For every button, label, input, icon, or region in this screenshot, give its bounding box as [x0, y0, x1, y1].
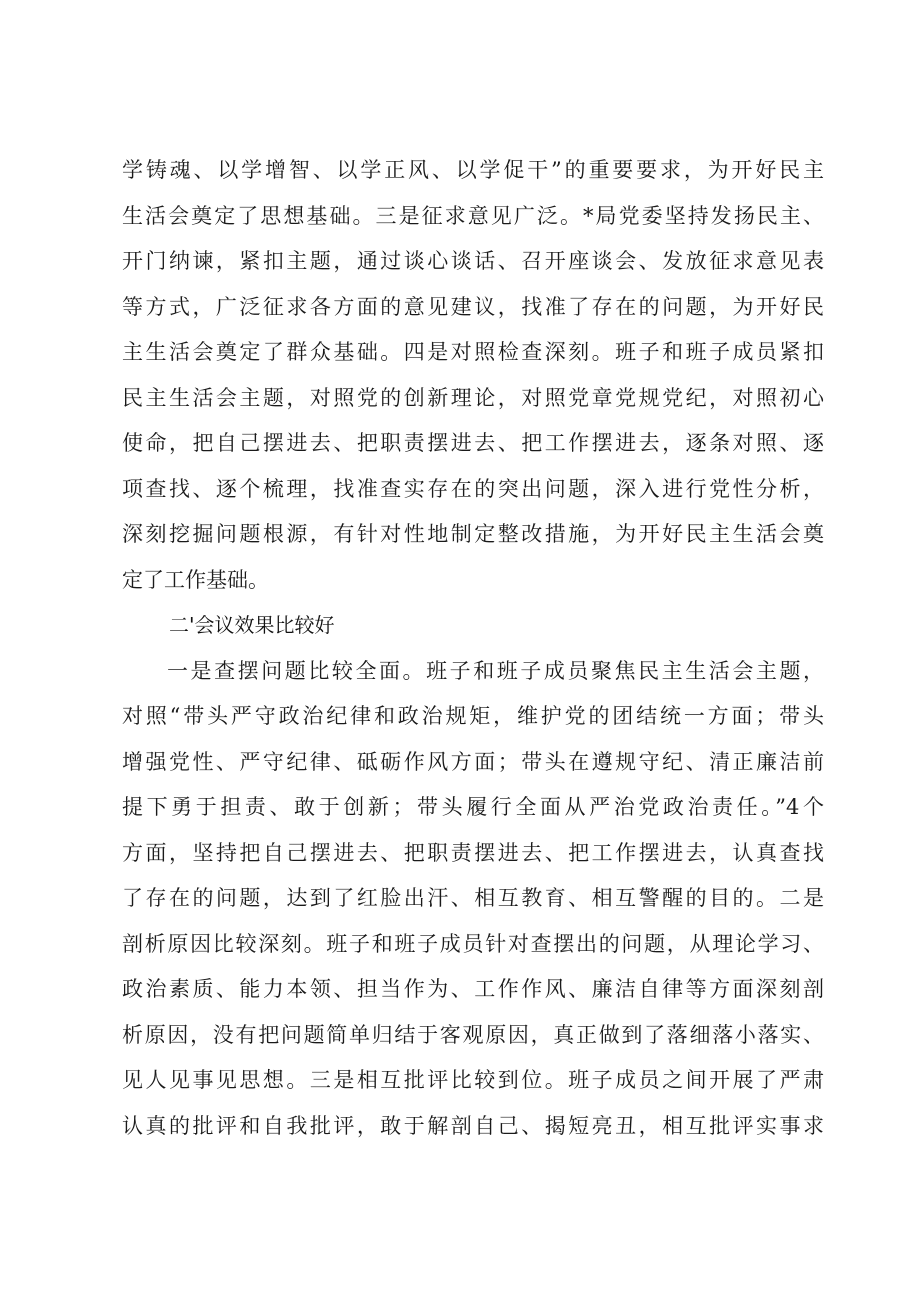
- text-line: 主生活会奠定了群众基础。四是对照检查深刻。班子和班子成员紧扣: [122, 340, 824, 364]
- text-line: 定了工作基础。: [122, 567, 269, 592]
- text-line: 方面，坚持把自己摆进去、把职责摆进去、把工作摆进去，认真查找: [122, 840, 824, 865]
- paragraph-1: [122, 148, 824, 603]
- text-line: 剖析原因比较深刻。班子和班子成员针对查摆出的问题，从理论学习、: [122, 931, 824, 956]
- text-line: 增强党性、严守纪律、砥砺作风方面；带头在遵规守纪、清正廉洁前: [122, 749, 824, 774]
- text-line: 深刻挖掘问题根源，有针对性地制定整改措施，为开好民主生活会奠: [122, 522, 824, 546]
- text-line: 政治素质、能力本领、担当作为、工作作风、廉洁自律等方面深刻剖: [122, 977, 824, 1001]
- text-line: 等方式，广泛征求各方面的意见建议，找准了存在的问题，为开好民: [122, 294, 824, 319]
- text-line: 见人见事见思想。三是相互批评比较到位。班子成员之间开展了严肃: [122, 1068, 824, 1092]
- text-line: 认真的批评和自我批评，敢于解剖自己、揭短亮丑，相互批评实事求: [122, 1113, 824, 1138]
- text-line: 学铸魂、以学增智、以学正风、以学促干”的重要要求，为开好民主: [122, 158, 824, 182]
- text-line: 开门纳谏，紧扣主题，通过谈心谈话、召开座谈会、发放征求意见表: [122, 249, 824, 273]
- text-line: 一是查摆问题比较全面。班子和班子成员聚焦民主生活会主题，: [167, 658, 824, 683]
- text-line: 民主生活会主题，对照党的创新理论，对照党章党规党纪，对照初心: [122, 385, 824, 410]
- text-line: 了存在的问题，达到了红脸出汗、相互教育、相互警醒的目的。二是: [122, 886, 824, 910]
- section-heading: 二'会议效果比较好: [169, 613, 335, 637]
- paragraph-2: [122, 649, 824, 1150]
- text-line: 析原因，没有把问题简单归结于客观原因，真正做到了落细落小落实、: [122, 1022, 824, 1047]
- text-line: 项查找、逐个梳理，找准查实存在的突出问题，深入进行党性分析，: [122, 476, 824, 501]
- text-line: 对照“带头严守政治纪律和政治规矩，维护党的团结统一方面；带头: [122, 704, 824, 728]
- text-line: 提下勇于担责、敢于创新；带头履行全面从严治党政治责任。”4个: [122, 795, 824, 819]
- text-line: 生活会奠定了思想基础。三是征求意见广泛。*局党委坚持发扬民主、: [122, 203, 824, 228]
- text-line: 使命，把自己摆进去、把职责摆进去、把工作摆进去，逐条对照、逐: [122, 431, 824, 455]
- document-body: [122, 148, 824, 1149]
